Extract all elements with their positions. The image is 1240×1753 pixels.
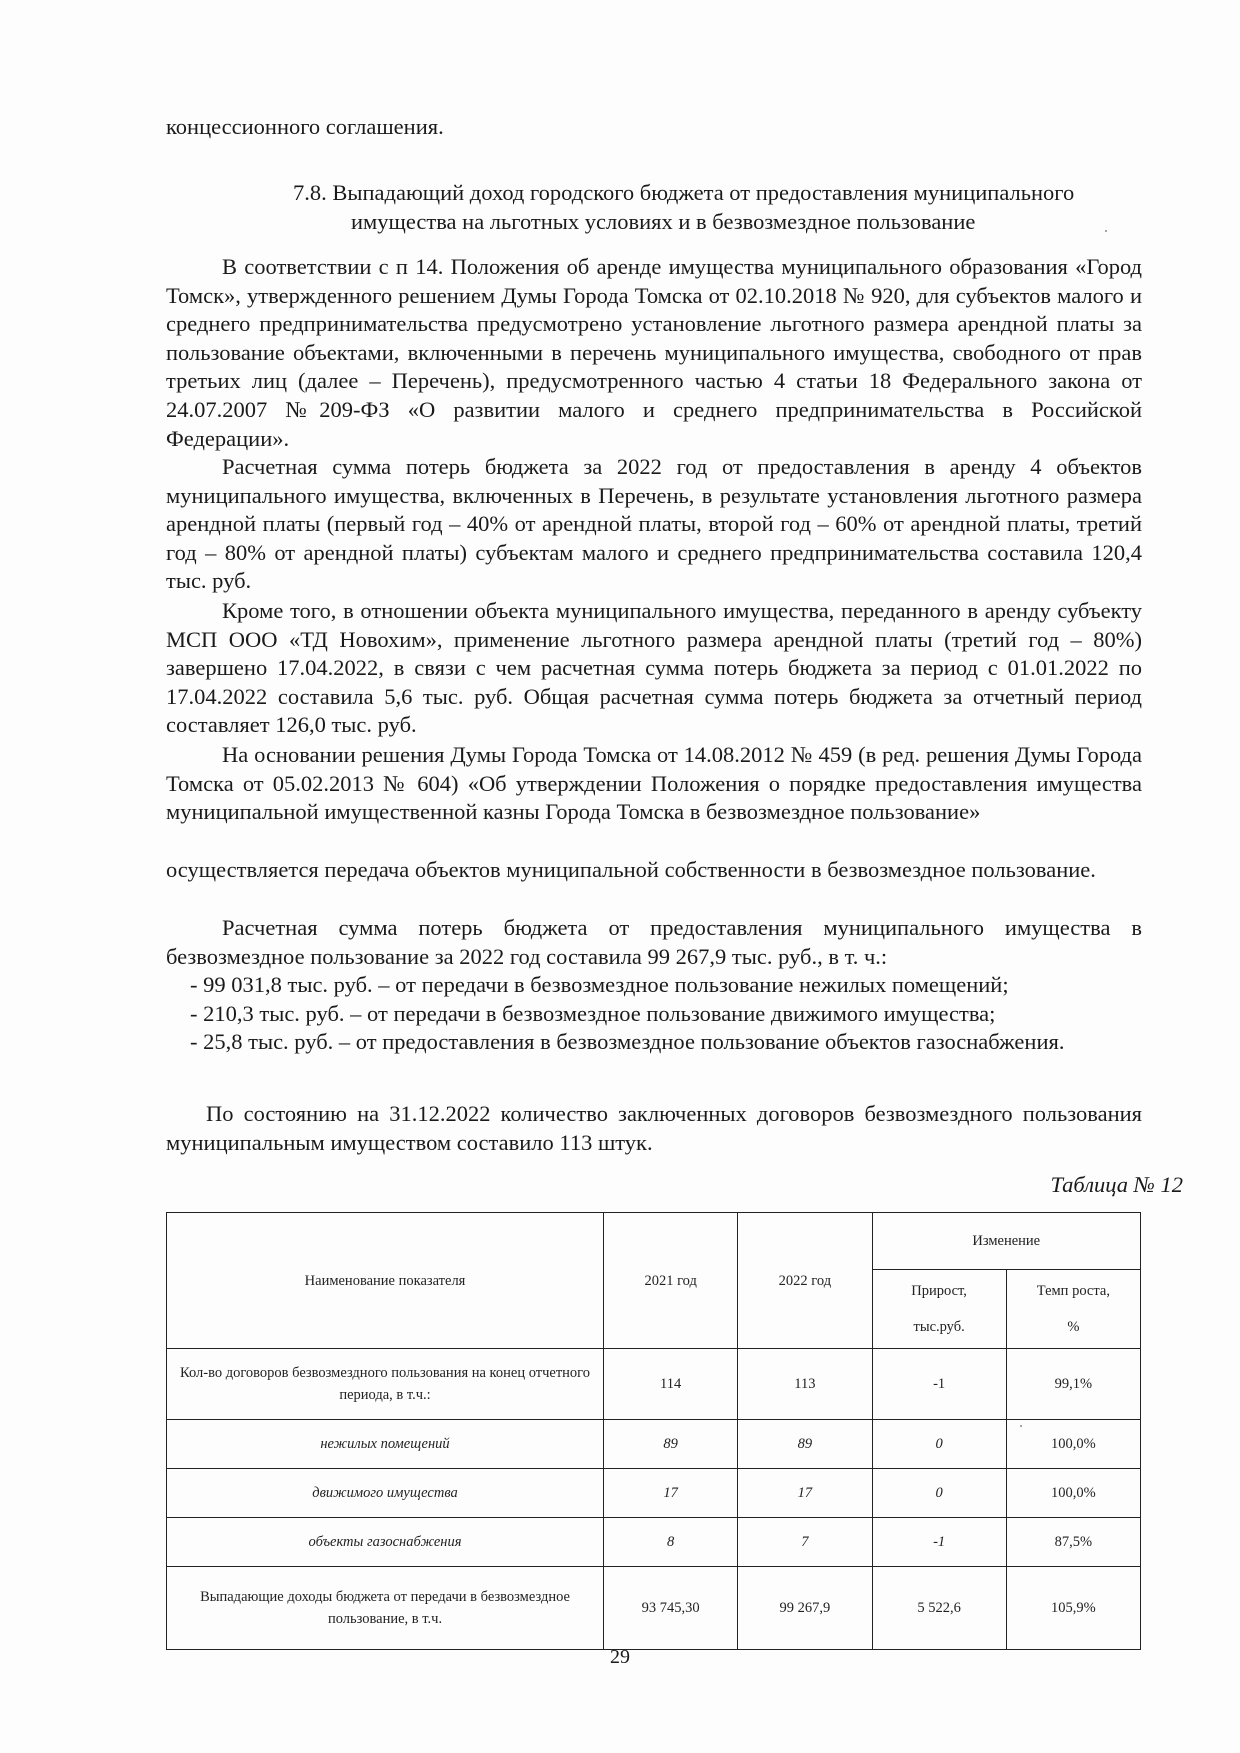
paragraph-transfer: осуществляется передача объектов муниципальной собственности в безвозмездное пользование. [166,857,1096,882]
table-row [167,1567,1141,1650]
table-row [167,1518,1141,1567]
paragraph-free-use-losses: Расчетная сумма потерь бюджета от предоставления муниципального имущества в безвозмездное пользование за 2022 год составила 99 267,9 тыс. руб., в т. ч.: [166,915,1142,969]
row-name: Кол-во договоров безвозмездного пользования на конец отчетного периода, в т.ч.: [167,1349,604,1420]
list-item-nonresidential: - 99 031,8 тыс. руб. – от передачи в безвозмездное пользование нежилых помещений; [190,972,1009,997]
row-2021: 89 [604,1420,738,1469]
row-2022: 113 [738,1349,872,1420]
section-heading-line-2: имущества на льготных условиях и в безвозмездное пользование [351,209,976,234]
header-rate-line-1: Темп роста, [1036,1283,1110,1299]
row-2021: 93 745,30 [604,1567,738,1650]
row-rate: 100,0% [1006,1469,1140,1518]
header-delta-line-1: Прирост, [911,1283,967,1299]
header-2022: 2022 год [738,1213,872,1349]
section-heading-line-1: 7.8. Выпадающий доход городского бюджета от предоставления муниципального [293,180,1075,205]
row-2021: 8 [604,1518,738,1567]
scan-artifact [1020,1425,1022,1427]
table-caption: Таблица № 12 [1050,1172,1183,1197]
header-rate-line-2: % [1067,1319,1080,1335]
row-rate: 99,1% [1006,1349,1140,1420]
row-rate: 100,0% [1006,1420,1140,1469]
table-row [167,1469,1141,1518]
section-heading [293,178,1193,236]
row-name: Выпадающие доходы бюджета от передачи в безвозмездное пользование, в т.ч. [167,1567,604,1650]
list-item-gas: - 25,8 тыс. руб. – от предоставления в безвозмездное пользование объектов газоснабжения. [190,1029,1065,1054]
row-delta: 0 [872,1469,1006,1518]
row-name: движимого имущества [167,1469,604,1518]
row-rate: 105,9% [1006,1567,1140,1650]
table-row [167,1420,1141,1469]
row-delta: -1 [872,1518,1006,1567]
row-2022: 17 [738,1469,872,1518]
row-2022: 7 [738,1518,872,1567]
row-rate: 87,5% [1006,1518,1140,1567]
page-number: 29 [610,1646,630,1668]
continuation-line: концессионного соглашения. [166,114,444,139]
row-name: объекты газоснабжения [167,1518,604,1567]
row-delta: -1 [872,1349,1006,1420]
header-change: Изменение [872,1213,1141,1270]
row-delta: 0 [872,1420,1006,1469]
free-use-table [166,1212,1141,1650]
header-delta-line-2: тыс.руб. [913,1319,965,1335]
paragraph-novokhim: Кроме того, в отношении объекта муниципального имущества, переданного в аренду субъекту МСП ООО «ТД Новохим», применение льготного размера арендной платы (третий год – 80%) завершено 17.04.2022, в связи с чем расчетная сумма потерь бюджета за период с 01.01.2022 по 17.04.2022 составила 5,6 тыс. руб. Общая расчетная сумма потерь бюджета за отчетный период составляет 126,0 тыс. руб. [166,598,1142,738]
paragraph-contract-count: По состоянию на 31.12.2022 количество заключенных договоров безвозмездного пользования муниципальным имуществом составило 113 штук. [166,1101,1142,1155]
header-2021: 2021 год [604,1213,738,1349]
header-delta [872,1270,1006,1349]
row-delta: 5 522,6 [872,1567,1006,1650]
table-header-row [167,1213,1141,1270]
row-2021: 17 [604,1469,738,1518]
table-row [167,1349,1141,1420]
paragraph-lease-regulation: В соответствии с п 14. Положения об аренде имущества муниципального образования «Город Томск», утвержденного решением Думы Города Томска от 02.10.2018 № 920, для субъектов малого и среднего предпринимательства предусмотрено установление льготного размера арендной платы за пользование объектами, включенными в перечень муниципального имущества, свободного от прав третьих лиц (далее – Перечень), предусмотренного частью 4 статьи 18 Федерального закона от 24.07.2007 №209-ФЗ «О развитии малого и среднего предпринимательства в Российской Федерации». [166,254,1142,451]
row-2022: 89 [738,1420,872,1469]
row-2022: 99 267,9 [738,1567,872,1650]
header-name: Наименование показателя [167,1213,604,1349]
row-name: нежилых помещений [167,1420,604,1469]
header-rate [1006,1270,1140,1349]
scan-artifact [1105,230,1107,232]
list-item-movable: - 210,3 тыс. руб. – от передачи в безвозмездное пользование движимого имущества; [190,1001,996,1026]
row-2021: 114 [604,1349,738,1420]
paragraph-lease-losses: Расчетная сумма потерь бюджета за 2022 год от предоставления в аренду 4 объектов муниципального имущества, включенных в Перечень, в результате установления льготного размера арендной платы (первый год – 40% от арендной платы, второй год – 60% от арендной платы, третий год – 80% от арендной платы) субъектам малого и среднего предпринимательства составила 120,4 тыс. руб. [166,454,1142,594]
paragraph-duma-decision: На основании решения Думы Города Томска от 14.08.2012 № 459 (в ред. решения Думы Города Томска от 05.02.2013 № 604) «Об утверждении Положения о порядке предоставления имущества муниципальной имущественной казны Города Томска в безвозмездное пользование» [166,742,1142,825]
